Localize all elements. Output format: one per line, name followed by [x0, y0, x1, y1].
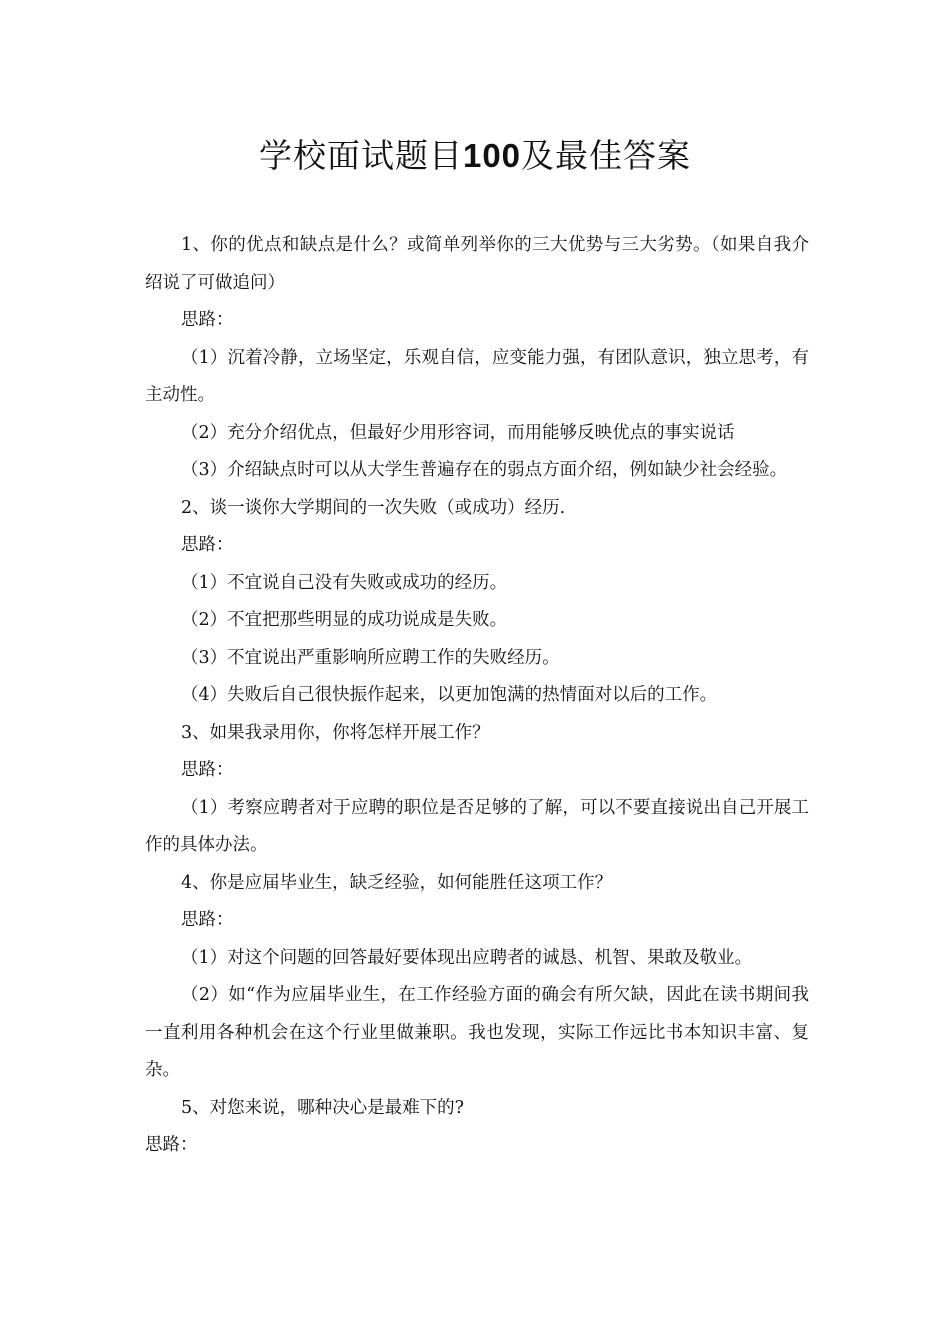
paragraph: （2）不宜把那些明显的成功说成是失败。 — [181, 610, 508, 630]
title-text: 学校面试题目 — [258, 136, 463, 175]
paragraph: （3）不宜说出严重影响所应聘工作的失败经历。 — [181, 647, 560, 668]
paragraph: 3、如果我录用你，你将怎样开展工作？ — [181, 722, 490, 743]
paragraph: （1）不宜说自己没有失败或成功的经历。 — [181, 572, 508, 593]
paragraph: 思路： — [181, 910, 234, 930]
paragraph: 1、你的优点和缺点是什么？或简单列举你的三大优势与三大劣势。（如果自我介绍说了可做追问） — [145, 235, 809, 293]
paragraph: （3）介绍缺点时可以从大学生普遍存在的弱点方面介绍，例如缺少社会经验。 — [181, 460, 788, 480]
paragraph: （4）失败后自己很快振作起来，以更加饱满的热情面对以后的工作。 — [181, 685, 718, 705]
paragraph: 思路： — [181, 760, 234, 780]
paragraph: 思路： — [145, 1135, 198, 1155]
paragraph: 思路： — [181, 310, 234, 330]
paragraph: （2）充分介绍优点，但最好少用形容词，而用能够反映优点的事实说话 — [181, 422, 735, 443]
paragraph: （1）考察应聘者对于应聘的职位是否足够的了解，可以不要直接说出自己开展工作的具体办法。 — [145, 797, 809, 855]
paragraph: （2）如“作为应届毕业生，在工作经验方面的确会有所欠缺，因此在读书期间我一直利用各种机会在这个行业里做兼职。我也发现，实际工作远比书本知识丰富、复杂。 — [145, 985, 809, 1080]
paragraph: 思路： — [181, 535, 234, 555]
document-body — [145, 227, 809, 1165]
paragraph: （1）对这个问题的回答最好要体现出应聘者的诚恳、机智、果敢及敬业。 — [181, 947, 753, 968]
title-text-suffix: 及最佳答案 — [521, 136, 692, 175]
paragraph: （1）沉着冷静，立场坚定，乐观自信，应变能力强，有团队意识，独立思考，有主动性。 — [145, 347, 809, 405]
paragraph: 5、对您来说，哪种决心是最难下的? — [181, 1097, 465, 1118]
document-title — [0, 132, 950, 180]
paragraph: 4、你是应届毕业生，缺乏经验，如何能胜任这项工作？ — [181, 872, 613, 893]
title-number: 100 — [462, 137, 522, 174]
paragraph: 2、谈一谈你大学期间的一次失败（或成功）经历. — [181, 497, 566, 518]
